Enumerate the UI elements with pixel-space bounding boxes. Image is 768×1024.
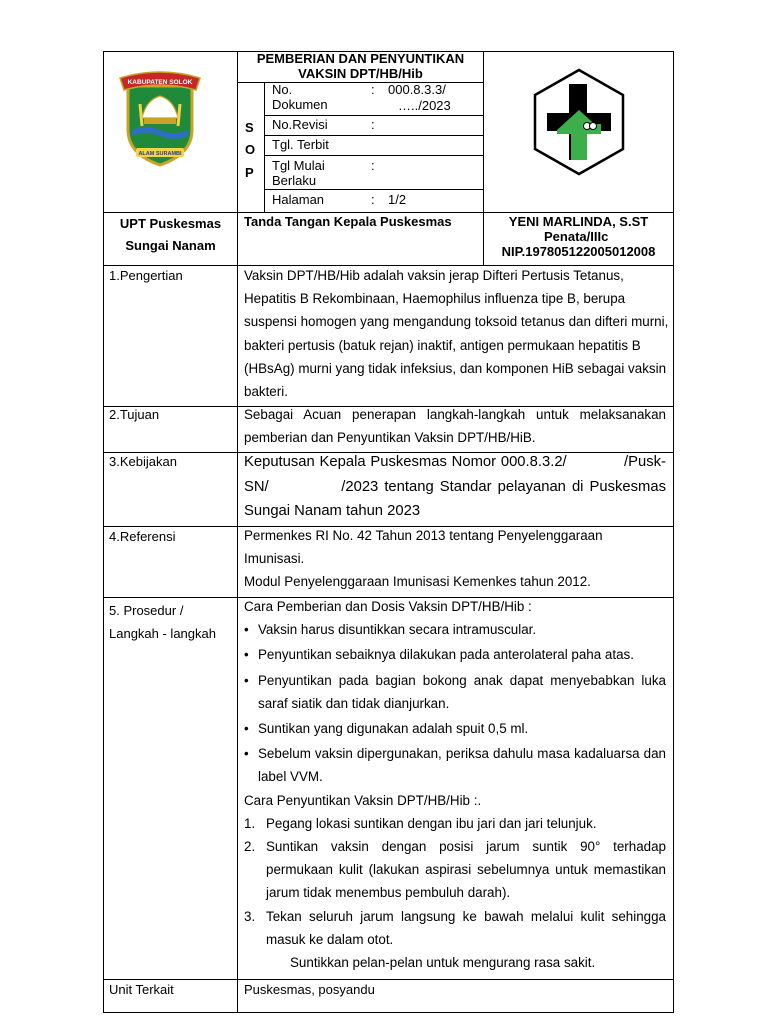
body-col-divider <box>237 212 238 1013</box>
prosedur-steps <box>244 812 666 951</box>
row-line-prosedur <box>103 979 674 980</box>
signature-label: Tanda Tangan Kepala Puskesmas <box>244 214 452 229</box>
sop-divider <box>264 82 265 213</box>
prosedur-intro: Cara Pemberian dan Dosis Vaksin DPT/HB/Hib : <box>244 599 532 614</box>
list-item: • Penyuntikan sebaiknya dilakukan pada anterolateral paha atas. <box>244 643 666 666</box>
title-line-1: PEMBERIAN DAN PENYUNTIKAN <box>256 51 465 66</box>
prosedur-intro-2: Cara Penyuntikan Vaksin DPT/HB/Hib :. <box>244 792 482 808</box>
list-item: 1. Pegang lokasi suntikan dengan ibu jari dan jari telunjuk. <box>244 815 597 831</box>
text-pengertian: Vaksin DPT/HB/Hib adalah vaksin jerap Difteri Pertusis Tetanus, Hepatitis B Rekombinaan, Haemophilus influenza tipe B, berupa suspensi homogen yang mengandung toksoid tetanus dan difteri murni, bakteri pertusis (batuk rejan) inaktif, antigen permukaan hepatitis B (HBsAg) murni yang tidak infeksius, dan komponen HiB sebagai vaksin bakteri. <box>244 268 669 400</box>
list-item: • Penyuntikan pada bagian bokong anak dapat menyebabkan luka saraf siatik dan tidak dianjurkan. <box>244 669 666 715</box>
label-referensi: 4.Referensi <box>109 529 176 544</box>
sop-letter-s: S <box>245 120 254 135</box>
logo-motto-text: ALAM SURAMBI <box>138 151 182 157</box>
meta-line-1 <box>264 115 484 116</box>
list-item: • Suntikan yang digunakan adalah spuit 0,5 ml. <box>244 717 666 740</box>
prosedur-content <box>244 595 666 974</box>
meta-revisi-colon: : <box>371 117 375 132</box>
meta-mulai-colon: : <box>371 158 375 173</box>
meta-line-3 <box>264 155 484 156</box>
title-line-2: VAKSIN DPT/HB/Hib <box>298 66 423 81</box>
text-referensi: Permenkes RI No. 42 Tahun 2013 tentang Penyelenggaraan Imunisasi. Modul Penyelenggaraan Imunisasi Kemenkes tahun 2012. <box>244 528 603 590</box>
text-tujuan: Sebagai Acuan penerapan langkah-langkah untuk melaksanakan pemberian dan Penyuntikan Vaksin DPT/HB/HiB. <box>244 407 666 446</box>
meta-no-label: No. Dokumen <box>272 82 328 112</box>
meta-line-4 <box>264 189 484 190</box>
border-right <box>673 51 674 1013</box>
label-unit-terkait: Unit Terkait <box>109 982 174 997</box>
prosedur-bullets <box>244 618 666 788</box>
head-rank: Penata/IIIc <box>544 229 609 244</box>
list-item: 2. Suntikan vaksin dengan posisi jarum suntik 90° terhadap permukaan kulit (lakukan aspirasi sebelumnya untuk memastikan jarum tidak menembus pembuluh darah). <box>244 839 666 901</box>
list-item: 3. Tekan seluruh jarum langsung ke bawah melalui kulit sehingga masuk ke dalam otot. <box>244 908 666 947</box>
head-name: YENI MARLINDA, S.ST <box>508 214 649 229</box>
meta-halaman-colon: : <box>371 192 375 207</box>
text-kebijakan: Keputusan Kepala Puskesmas Nomor 000.8.3.2/ /Pusk-SN/ /2023 tentang Standar pelayanan di Puskesmas Sungai Nanam tahun 2023 <box>244 454 671 519</box>
meta-mulai-label: Tgl Mulai Berlaku <box>272 158 325 188</box>
border-left <box>103 51 104 1013</box>
prosedur-closing: Suntikkan pelan-pelan untuk mengurang rasa sakit. <box>290 955 596 971</box>
head-nip: NIP.197805122005012008 <box>501 244 656 259</box>
label-prosedur: 5. Prosedur / Langkah - langkah <box>109 603 216 641</box>
label-kebijakan: 3.Kebijakan <box>109 454 177 469</box>
head-identity <box>484 214 673 259</box>
list-item: • Vaksin harus disuntikkan secara intramuscular. <box>244 618 666 641</box>
meta-revisi-label: No.Revisi <box>272 117 328 132</box>
text-unit-terkait: Puskesmas, posyandu <box>244 982 375 997</box>
sop-letter-p: P <box>245 165 254 180</box>
meta-no-value: 000.8.3.3/ …../2023 <box>388 82 451 113</box>
label-pengertian: 1.Pengertian <box>109 268 183 283</box>
meta-halaman-label: Halaman <box>272 192 325 207</box>
puskesmas-logo <box>531 68 627 176</box>
list-item: • Sebelum vaksin dipergunakan, periksa dahulu masa kadaluarsa dan label VVM. <box>244 742 666 788</box>
meta-line-2 <box>264 135 484 136</box>
sop-letter-o: O <box>245 142 256 157</box>
logo-banner-text: KABUPATEN SOLOK <box>127 79 193 86</box>
meta-no-colon: : <box>371 82 375 97</box>
label-tujuan: 2.Tujuan <box>109 407 160 422</box>
meta-halaman-value: 1/2 <box>388 192 407 207</box>
document-title <box>238 51 483 81</box>
kabupaten-logo <box>116 68 204 168</box>
border-bottom <box>103 1012 674 1013</box>
puskesmas-name: UPT Puskesmas Sungai Nanam <box>119 216 222 253</box>
meta-terbit-label: Tgl. Terbit <box>272 137 329 152</box>
